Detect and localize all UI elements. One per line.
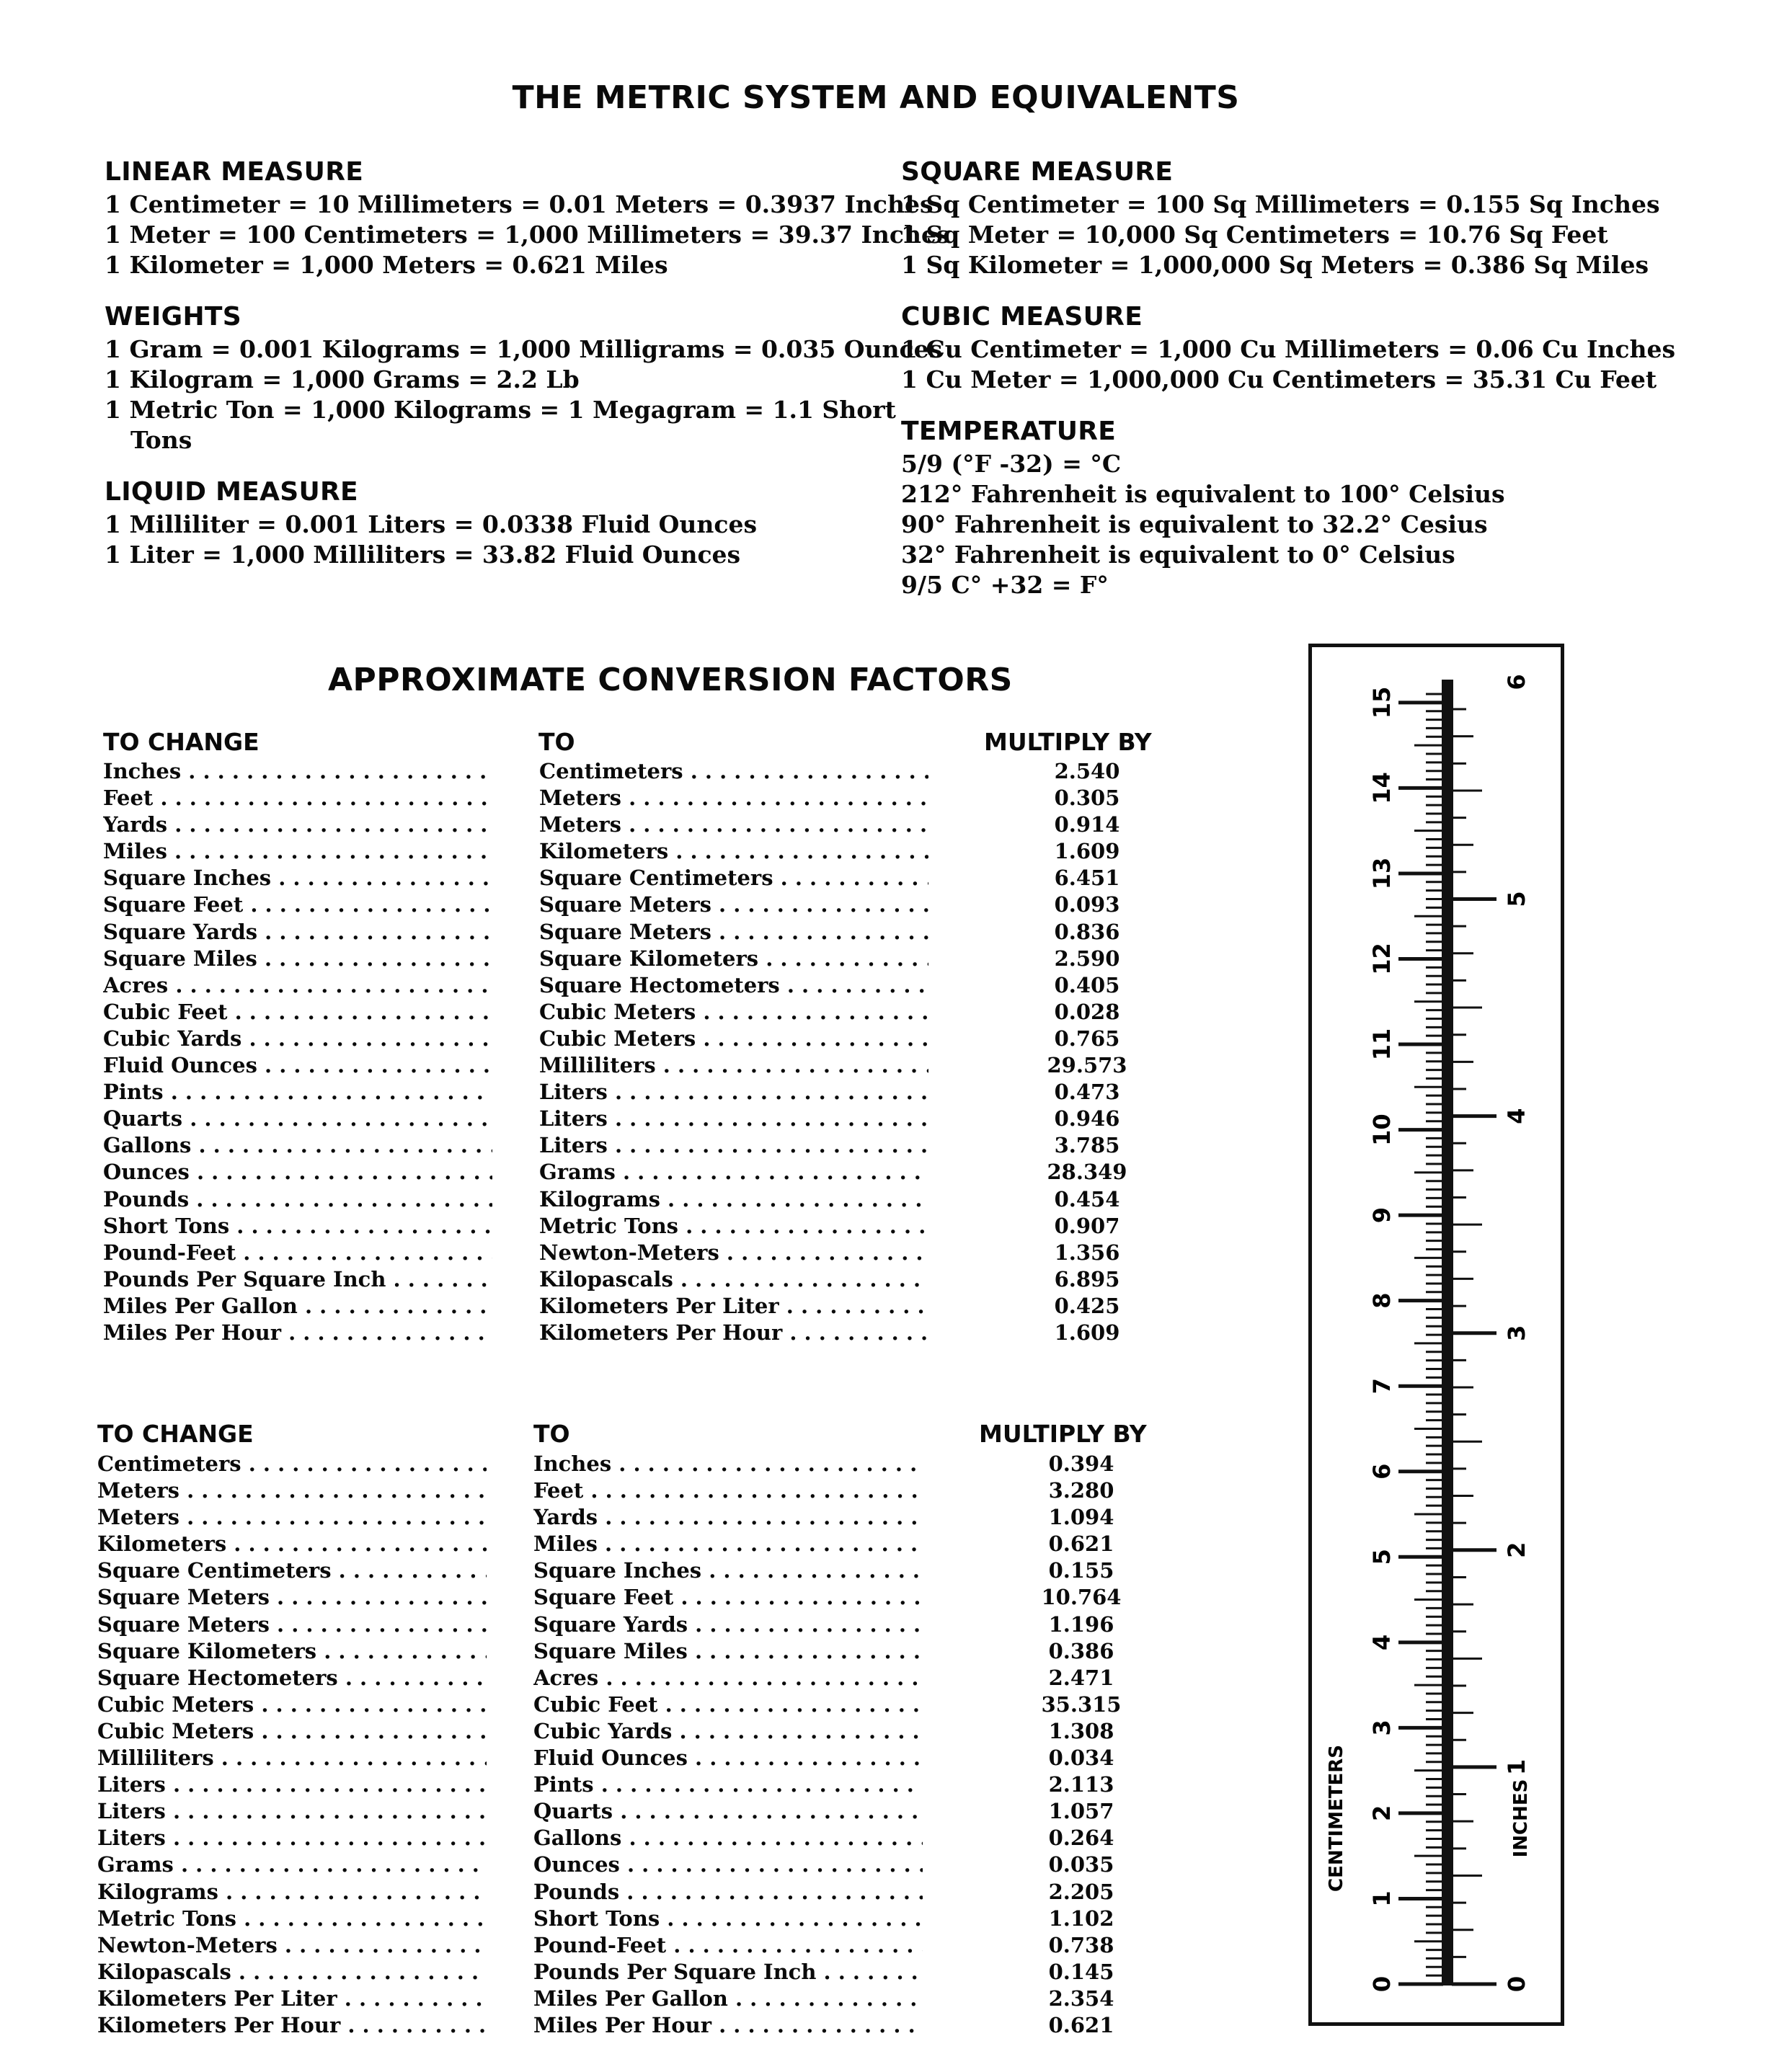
multiply-by-cell: 0.946: [1054, 1106, 1120, 1131]
to-change-cell: Pints . . .: [103, 1079, 492, 1106]
to-cell: Inches . . .: [533, 1451, 923, 1477]
multiply-by-cell: 0.155: [1048, 1558, 1114, 1583]
to-cell: Meters . . .: [539, 785, 928, 812]
measure-section: [901, 157, 1675, 280]
inch-label: 2: [1503, 1542, 1530, 1558]
multiply-by-cell: 0.305: [1054, 786, 1120, 811]
to-cell: Miles Per Hour . . .: [533, 2012, 923, 2039]
to-change-cell: Feet . . .: [103, 785, 492, 812]
to-change-cell: Square Meters . . .: [97, 1584, 487, 1611]
to-cell: Square Meters . . .: [539, 919, 928, 946]
multiply-by-cell: 0.405: [1054, 972, 1120, 997]
equivalence-line: 90° Fahrenheit is equivalent to 32.2° Cesius: [901, 510, 1488, 538]
cm-label: 8: [1368, 1292, 1396, 1309]
multiply-by-cell: 0.914: [1054, 812, 1120, 837]
to-change-cell: Square Feet . . .: [103, 892, 492, 918]
multiply-by-cell: 0.028: [1054, 999, 1120, 1024]
equivalence-line: 1 Kilometer = 1,000 Meters = 0.621 Miles: [105, 251, 668, 279]
to-change-cell: Square Miles . . .: [103, 946, 492, 972]
table1-header-to: TO: [538, 728, 575, 756]
to-cell: Square Meters . . .: [539, 892, 928, 918]
section-heading: SQUARE MEASURE: [901, 157, 1174, 187]
to-change-cell: Square Yards . . .: [103, 919, 492, 946]
multiply-by-cell: 0.907: [1054, 1213, 1120, 1238]
equivalence-line: 212° Fahrenheit is equivalent to 100° Celsius: [901, 480, 1505, 508]
to-cell: Centimeters . . .: [539, 758, 928, 785]
multiply-by-cell: 0.386: [1048, 1638, 1114, 1663]
to-change-cell: Newton-Meters . . .: [97, 1932, 487, 1959]
multiply-by-cell: 0.765: [1054, 1026, 1120, 1051]
to-cell: Ounces . . .: [533, 1851, 923, 1878]
to-cell: Miles . . .: [533, 1531, 923, 1557]
multiply-by-cell: 0.035: [1048, 1852, 1114, 1877]
to-change-cell: Fluid Ounces . . .: [103, 1052, 492, 1079]
to-cell: Square Yards . . .: [533, 1611, 923, 1638]
to-cell: Pounds . . .: [533, 1879, 923, 1906]
section-heading: TEMPERATURE: [901, 417, 1117, 446]
to-change-cell: Pounds . . .: [103, 1186, 492, 1213]
to-cell: Cubic Meters . . .: [539, 999, 928, 1026]
section-heading: LIQUID MEASURE: [105, 477, 358, 507]
to-change-cell: Square Meters . . .: [97, 1611, 487, 1638]
equivalence-line: 1 Centimeter = 10 Millimeters = 0.01 Meters = 0.3937 Inches: [105, 190, 934, 218]
measure-section: [105, 477, 950, 570]
equivalence-line: 1 Kilogram = 1,000 Grams = 2.2 Lb: [105, 365, 580, 393]
table1-header-to-change: TO CHANGE: [103, 728, 260, 756]
equivalence-line: 1 Liter = 1,000 Milliliters = 33.82 Fluid Ounces: [105, 541, 741, 569]
to-cell: Square Inches . . .: [533, 1557, 923, 1584]
to-cell: Cubic Yards . . .: [533, 1718, 923, 1745]
multiply-by-cell: 1.057: [1048, 1799, 1114, 1824]
multiply-by-cell: 0.621: [1048, 1531, 1114, 1557]
section-heading: CUBIC MEASURE: [901, 302, 1143, 332]
equivalence-line: 1 Cu Meter = 1,000,000 Cu Centimeters = 35.31 Cu Feet: [901, 365, 1657, 393]
multiply-by-cell: 0.621: [1048, 2012, 1114, 2037]
to-change-cell: Meters . . .: [97, 1477, 487, 1504]
to-change-cell: Meters . . .: [97, 1504, 487, 1531]
multiply-by-cell: 6.451: [1054, 866, 1120, 891]
cm-label: 11: [1368, 1028, 1396, 1061]
inch-label: 5: [1503, 891, 1530, 907]
multiply-by-cell: 2.205: [1048, 1879, 1114, 1904]
to-change-cell: Pounds Per Square Inch . . .: [103, 1266, 492, 1293]
cm-label: 3: [1368, 1720, 1396, 1736]
to-change-cell: Inches . . .: [103, 758, 492, 785]
to-cell: Acres . . .: [533, 1665, 923, 1691]
section-heading: LINEAR MEASURE: [105, 157, 364, 187]
cm-label: 13: [1368, 857, 1396, 890]
multiply-by-cell: 1.609: [1054, 839, 1120, 864]
multiply-by-cell: 1.609: [1054, 1320, 1120, 1345]
equivalence-line: 9/5 C° +32 = F°: [901, 571, 1109, 599]
to-cell: Quarts . . .: [533, 1798, 923, 1825]
to-cell: Kilometers . . .: [539, 838, 928, 865]
multiply-by-cell: 2.471: [1048, 1665, 1114, 1690]
cm-label: 0: [1368, 1975, 1396, 1993]
to-change-cell: Gallons . . .: [103, 1132, 492, 1159]
multiply-by-cell: 1.094: [1048, 1505, 1114, 1530]
to-change-cell: Kilometers Per Hour . . .: [97, 2012, 487, 2039]
to-cell: Short Tons . . .: [533, 1906, 923, 1932]
multiply-by-cell: 0.454: [1054, 1186, 1120, 1211]
to-cell: Fluid Ounces . . .: [533, 1745, 923, 1771]
cm-label: 10: [1368, 1113, 1396, 1146]
right-measure-column: [901, 157, 1675, 622]
equivalence-line: 1 Sq Kilometer = 1,000,000 Sq Meters = 0.386 Sq Miles: [901, 251, 1649, 279]
to-change-cell: Pound-Feet . . .: [103, 1240, 492, 1266]
cm-label: 15: [1368, 686, 1396, 719]
to-change-cell: Short Tons . . .: [103, 1213, 492, 1240]
equivalence-line: 1 Cu Centimeter = 1,000 Cu Millimeters = 0.06 Cu Inches: [901, 335, 1676, 363]
table1-header-multiply-by: MULTIPLY BY: [984, 728, 1152, 756]
multiply-by-cell: 1.356: [1054, 1240, 1120, 1265]
multiply-by-cell: 2.354: [1048, 1986, 1114, 2011]
to-cell: Square Kilometers . . .: [539, 946, 928, 972]
to-change-cell: Yards . . .: [103, 812, 492, 838]
inch-label: 1: [1503, 1758, 1530, 1776]
equivalence-line: 1 Sq Centimeter = 100 Sq Millimeters = 0.155 Sq Inches: [901, 190, 1660, 218]
to-change-cell: Cubic Meters . . .: [97, 1718, 487, 1745]
to-change-cell: Square Kilometers . . .: [97, 1638, 487, 1665]
multiply-by-cell: 6.895: [1054, 1266, 1120, 1291]
equivalence-line: 1 Meter = 100 Centimeters = 1,000 Millimeters = 39.37 Inches: [105, 221, 950, 249]
to-cell: Pints . . .: [533, 1771, 923, 1798]
to-cell: Liters . . .: [539, 1106, 928, 1132]
to-cell: Miles Per Gallon . . .: [533, 1986, 923, 2012]
cm-label: 2: [1368, 1805, 1396, 1822]
multiply-by-cell: 3.785: [1054, 1133, 1120, 1158]
to-change-cell: Kilograms . . .: [97, 1879, 487, 1906]
ruler: [1308, 644, 1564, 2026]
to-cell: Newton-Meters . . .: [539, 1240, 928, 1266]
cm-label: 5: [1368, 1549, 1396, 1565]
to-cell: Milliliters . . .: [539, 1052, 928, 1079]
to-change-cell: Miles Per Gallon . . .: [103, 1293, 492, 1320]
multiply-by-cell: 0.093: [1054, 892, 1120, 917]
to-cell: Square Centimeters . . .: [539, 865, 928, 892]
multiply-by-cell: 1.196: [1048, 1611, 1114, 1637]
inch-label: 4: [1503, 1108, 1530, 1124]
inch-label: 3: [1503, 1325, 1530, 1341]
to-change-cell: Metric Tons . . .: [97, 1906, 487, 1932]
inches-label: INCHES: [1510, 1779, 1532, 1858]
cm-label: 7: [1368, 1378, 1396, 1395]
to-cell: Yards . . .: [533, 1504, 923, 1531]
to-change-cell: Acres . . .: [103, 972, 492, 999]
multiply-by-cell: 0.836: [1054, 919, 1120, 944]
to-cell: Liters . . .: [539, 1079, 928, 1106]
cm-label: 1: [1368, 1890, 1396, 1907]
to-cell: Kilograms . . .: [539, 1186, 928, 1213]
to-cell: Metric Tons . . .: [539, 1213, 928, 1240]
to-cell: Grams . . .: [539, 1159, 928, 1186]
to-cell: Pounds Per Square Inch . . .: [533, 1959, 923, 1986]
to-change-cell: Square Inches . . .: [103, 865, 492, 892]
to-cell: Cubic Feet . . .: [533, 1691, 923, 1718]
multiply-by-cell: 28.349: [1047, 1160, 1127, 1185]
equivalence-line: 1 Metric Ton = 1,000 Kilograms = 1 Megagram = 1.1 Short: [105, 396, 896, 424]
to-change-cell: Milliliters . . .: [97, 1745, 487, 1771]
multiply-by-cell: 2.590: [1054, 946, 1120, 971]
measure-section: [105, 157, 950, 280]
to-cell: Kilometers Per Hour . . .: [539, 1320, 928, 1346]
ruler-spine: [1442, 680, 1453, 1986]
equivalence-line: 1 Milliliter = 0.001 Liters = 0.0338 Fluid Ounces: [105, 510, 758, 538]
to-change-cell: Kilopascals . . .: [97, 1959, 487, 1986]
to-change-cell: Cubic Feet . . .: [103, 999, 492, 1026]
to-cell: Meters . . .: [539, 812, 928, 838]
inch-label: 0: [1503, 1975, 1530, 1993]
to-cell: Square Hectometers . . .: [539, 972, 928, 999]
multiply-by-cell: 0.145: [1048, 1959, 1114, 1984]
to-cell: Square Miles . . .: [533, 1638, 923, 1665]
multiply-by-cell: 0.264: [1048, 1826, 1114, 1851]
cm-label: 4: [1368, 1634, 1396, 1650]
to-cell: Kilopascals . . .: [539, 1266, 928, 1293]
equivalence-line: Tons: [130, 426, 192, 454]
multiply-by-cell: 1.308: [1048, 1718, 1114, 1743]
cm-label: 9: [1368, 1206, 1396, 1224]
multiply-by-cell: 1.102: [1048, 1906, 1114, 1931]
left-measure-column: [105, 157, 950, 592]
measure-section: [901, 417, 1675, 600]
to-change-cell: Square Centimeters . . .: [97, 1557, 487, 1584]
table2-header-to: TO: [533, 1420, 570, 1448]
to-cell: Kilometers Per Liter . . .: [539, 1293, 928, 1320]
measure-section: [105, 302, 950, 455]
to-cell: Feet . . .: [533, 1477, 923, 1504]
section-heading: WEIGHTS: [105, 302, 241, 332]
inch-label: 6: [1503, 674, 1530, 690]
cm-label: 12: [1368, 943, 1396, 975]
to-cell: Cubic Meters . . .: [539, 1026, 928, 1052]
cm-label: 6: [1368, 1463, 1396, 1480]
page-title: THE METRIC SYSTEM AND EQUIVALENTS: [512, 79, 1240, 116]
to-change-cell: Grams . . .: [97, 1851, 487, 1878]
measure-section: [901, 302, 1675, 395]
to-change-cell: Kilometers . . .: [97, 1531, 487, 1557]
cm-label: 14: [1368, 772, 1396, 804]
ruler-graphic: [1312, 647, 1561, 2022]
multiply-by-cell: 0.425: [1054, 1293, 1120, 1318]
to-change-cell: Miles . . .: [103, 838, 492, 865]
table2-header-multiply-by: MULTIPLY BY: [979, 1420, 1147, 1448]
multiply-by-cell: 0.394: [1048, 1451, 1114, 1476]
to-change-cell: Liters . . .: [97, 1771, 487, 1798]
to-cell: Square Feet . . .: [533, 1584, 923, 1611]
conversion-title: APPROXIMATE CONVERSION FACTORS: [328, 662, 1013, 698]
to-change-cell: Quarts . . .: [103, 1106, 492, 1132]
multiply-by-cell: 0.034: [1048, 1746, 1114, 1771]
to-cell: Pound-Feet . . .: [533, 1932, 923, 1959]
multiply-by-cell: 3.280: [1048, 1478, 1114, 1503]
to-change-cell: Miles Per Hour . . .: [103, 1320, 492, 1346]
to-change-cell: Cubic Yards . . .: [103, 1026, 492, 1052]
equivalence-line: 32° Fahrenheit is equivalent to 0° Celsius: [901, 541, 1455, 569]
multiply-by-cell: 0.473: [1054, 1080, 1120, 1105]
table2-header-to-change: TO CHANGE: [97, 1420, 254, 1448]
multiply-by-cell: 10.764: [1041, 1585, 1122, 1610]
to-change-cell: Centimeters . . .: [97, 1451, 487, 1477]
multiply-by-cell: 29.573: [1047, 1053, 1127, 1078]
equivalence-line: 5/9 (°F -32) = °C: [901, 450, 1122, 478]
to-change-cell: Square Hectometers . . .: [97, 1665, 487, 1691]
to-change-cell: Kilometers Per Liter . . .: [97, 1986, 487, 2012]
equivalence-line: 1 Sq Meter = 10,000 Sq Centimeters = 10.76 Sq Feet: [901, 221, 1608, 249]
multiply-by-cell: 2.113: [1048, 1772, 1114, 1797]
multiply-by-cell: 0.738: [1048, 1932, 1114, 1957]
to-cell: Gallons . . .: [533, 1825, 923, 1851]
to-change-cell: Liters . . .: [97, 1798, 487, 1825]
centimeters-label: CENTIMETERS: [1326, 1745, 1347, 1892]
to-change-cell: Cubic Meters . . .: [97, 1691, 487, 1718]
multiply-by-cell: 2.540: [1054, 759, 1120, 783]
to-change-cell: Liters . . .: [97, 1825, 487, 1851]
to-cell: Liters . . .: [539, 1132, 928, 1159]
multiply-by-cell: 35.315: [1041, 1691, 1122, 1717]
equivalence-line: 1 Gram = 0.001 Kilograms = 1,000 Milligrams = 0.035 Ounces: [105, 335, 943, 363]
to-change-cell: Ounces . . .: [103, 1159, 492, 1186]
